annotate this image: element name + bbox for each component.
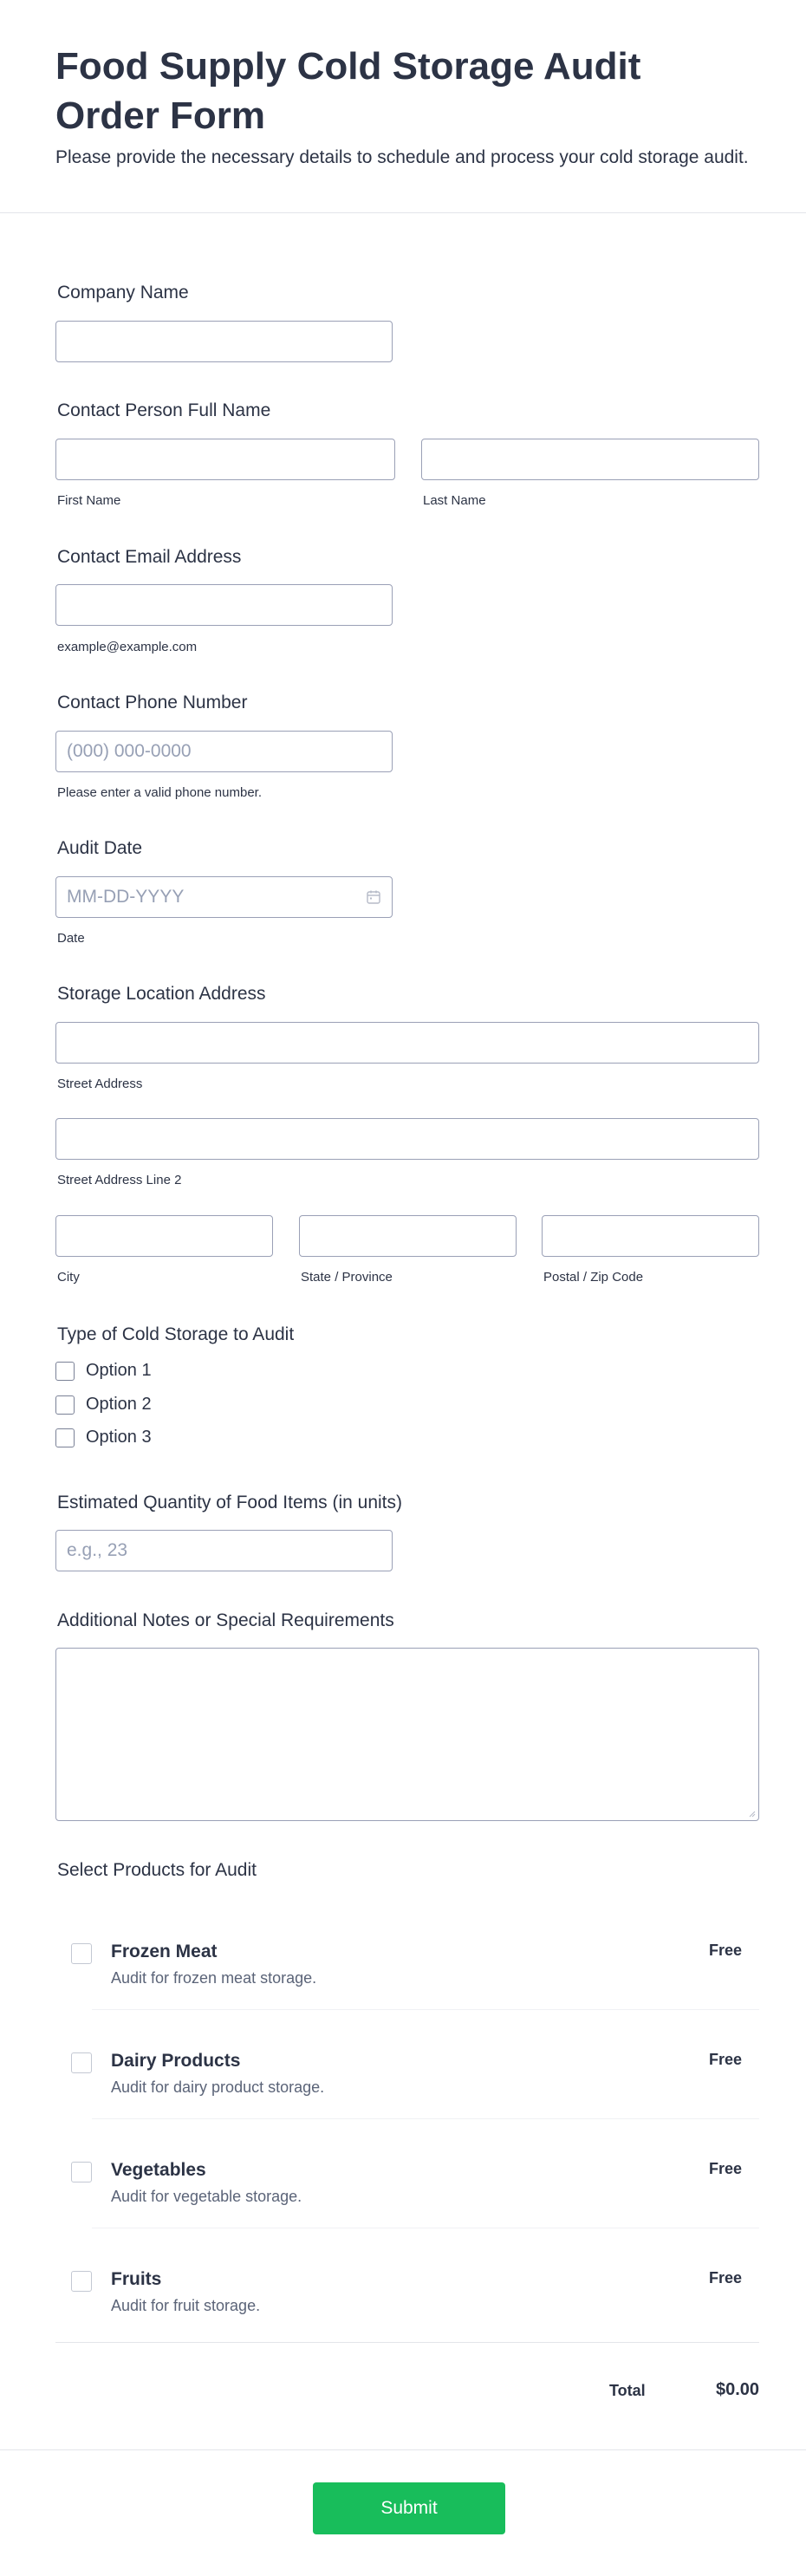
product-checkbox[interactable]: [71, 2162, 92, 2182]
product-description: Audit for fruit storage.: [111, 2297, 261, 2314]
city-input[interactable]: [55, 1215, 273, 1257]
phone-sublabel: Please enter a valid phone number.: [57, 785, 262, 800]
audit-date-label: Audit Date: [57, 838, 143, 858]
phone-placeholder: (000) 000-0000: [67, 741, 192, 761]
product-list: [55, 1926, 759, 2394]
product-name: Vegetables: [111, 2160, 206, 2180]
notes-textarea[interactable]: [55, 1648, 759, 1821]
form-title: Food Supply Cold Storage Audit Order Form: [55, 45, 641, 137]
checkbox[interactable]: [55, 1362, 75, 1381]
product-price: Free: [708, 2269, 742, 2287]
audit-date-placeholder: MM-DD-YYYY: [67, 887, 185, 907]
street-address-line2-input[interactable]: [55, 1118, 759, 1160]
notes-label: Additional Notes or Special Requirements: [57, 1610, 394, 1630]
email-label: Contact Email Address: [57, 547, 242, 567]
product-price: Free: [708, 1942, 742, 1959]
product-description: Audit for vegetable storage.: [111, 2188, 302, 2205]
state-input[interactable]: [299, 1215, 517, 1257]
quantity-input[interactable]: [55, 1530, 393, 1571]
form-subtitle: Please provide the necessary details to schedule and process your cold storage audit.: [55, 147, 749, 167]
total-label: Total: [609, 2382, 646, 2399]
form-header: [0, 0, 806, 213]
product-name: Fruits: [111, 2269, 162, 2289]
total-divider: [55, 2342, 759, 2343]
last-name-input[interactable]: [421, 439, 759, 480]
product-checkbox[interactable]: [71, 1943, 92, 1964]
total-value: $0.00: [716, 2380, 760, 2399]
audit-date-input[interactable]: [55, 876, 393, 918]
phone-input[interactable]: [55, 731, 393, 772]
company-name-label: Company Name: [57, 283, 189, 302]
street-address-sublabel: Street Address: [57, 1077, 143, 1091]
product-divider: [92, 2009, 759, 2010]
street-address-line2-sublabel: Street Address Line 2: [57, 1173, 182, 1187]
product-price: Free: [708, 2160, 742, 2177]
product-item[interactable]: [55, 1926, 759, 2017]
product-description: Audit for frozen meat storage.: [111, 1969, 317, 1987]
option-label: Option 1: [86, 1361, 152, 1380]
quantity-label: Estimated Quantity of Food Items (in units): [57, 1493, 402, 1512]
quantity-placeholder: e.g., 23: [67, 1540, 128, 1560]
phone-label: Contact Phone Number: [57, 693, 248, 712]
city-sublabel: City: [57, 1270, 80, 1285]
first-name-input[interactable]: [55, 439, 395, 480]
product-item[interactable]: [55, 2144, 759, 2235]
street-address-input[interactable]: [55, 1022, 759, 1064]
storage-option-1[interactable]: [55, 1361, 152, 1381]
product-name: Dairy Products: [111, 2051, 241, 2071]
resize-grip-icon[interactable]: [749, 1811, 756, 1818]
storage-type-label: Type of Cold Storage to Audit: [57, 1324, 295, 1344]
product-name: Frozen Meat: [111, 1942, 218, 1961]
zip-sublabel: Postal / Zip Code: [543, 1270, 644, 1285]
footer-divider: [0, 2449, 806, 2450]
storage-option-2[interactable]: [55, 1395, 152, 1415]
products-label: Select Products for Audit: [57, 1860, 257, 1880]
option-label: Option 2: [86, 1395, 152, 1414]
first-name-sublabel: First Name: [57, 493, 121, 508]
contact-person-label: Contact Person Full Name: [57, 400, 271, 420]
company-name-input[interactable]: [55, 321, 393, 362]
zip-input[interactable]: [542, 1215, 759, 1257]
product-item[interactable]: [55, 2035, 759, 2126]
last-name-sublabel: Last Name: [423, 493, 486, 508]
product-divider: [92, 2118, 759, 2119]
audit-date-sublabel: Date: [57, 931, 85, 946]
product-price: Free: [708, 2051, 742, 2068]
email-sublabel: example@example.com: [57, 640, 198, 654]
email-input[interactable]: [55, 584, 393, 626]
product-checkbox[interactable]: [71, 2052, 92, 2073]
calendar-icon[interactable]: [366, 889, 381, 905]
submit-button[interactable]: Submit: [313, 2482, 505, 2534]
address-label: Storage Location Address: [57, 984, 266, 1004]
state-sublabel: State / Province: [301, 1270, 393, 1285]
checkbox[interactable]: [55, 1395, 75, 1415]
storage-option-3[interactable]: [55, 1428, 152, 1447]
checkbox[interactable]: [55, 1428, 75, 1447]
product-description: Audit for dairy product storage.: [111, 2078, 325, 2096]
product-item[interactable]: [55, 2254, 759, 2345]
option-label: Option 3: [86, 1428, 152, 1447]
product-checkbox[interactable]: [71, 2271, 92, 2292]
